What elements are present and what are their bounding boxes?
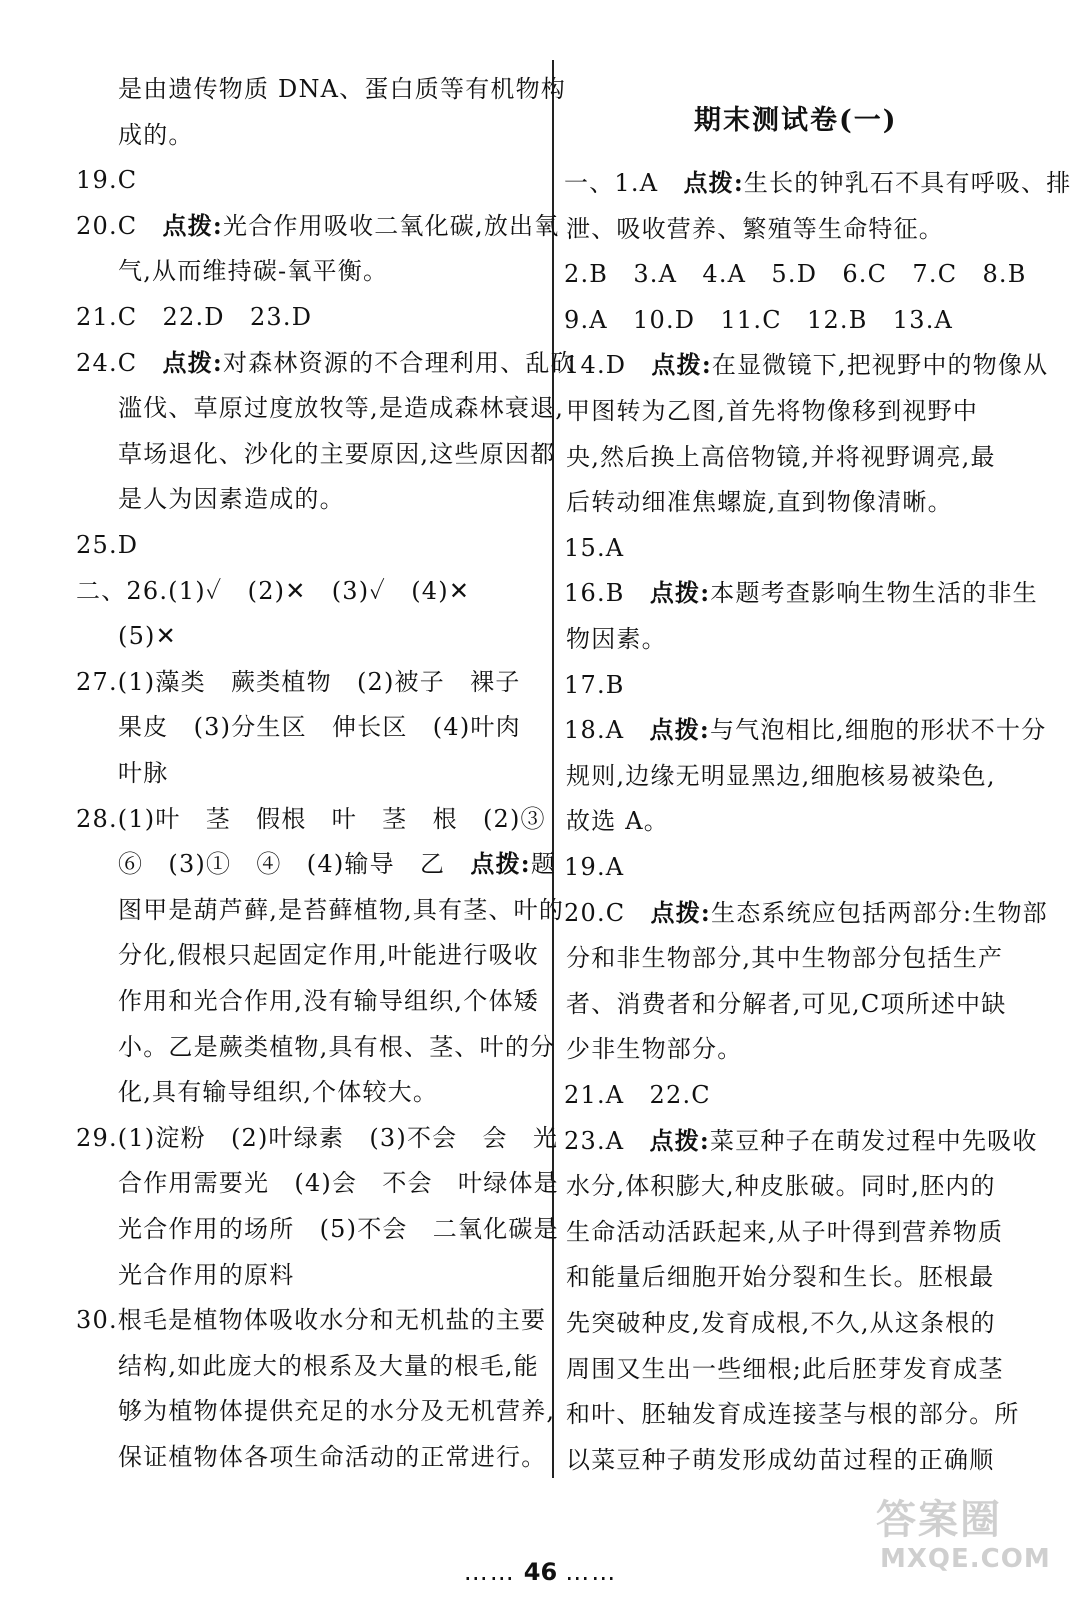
left-column-line: 光合作用的原料 xyxy=(118,1260,295,1289)
right-column-line: 和能量后细胞开始分裂和生长。胚根最 xyxy=(566,1263,995,1292)
right-column-line: 14.D 点拨:在显微镜下,把视野中的物像从 xyxy=(564,350,1049,380)
left-column-line: (5)✕ xyxy=(118,622,177,651)
left-column-line: 保证植物体各项生命活动的正常进行。 xyxy=(118,1443,547,1471)
hint-label: 点拨: xyxy=(470,849,531,879)
left-column-line: 图甲是葫芦藓,是苔藓植物,具有茎、叶的 xyxy=(118,895,565,924)
left-column-line: 是由遗传物质 DNA、蛋白质等有机物构 xyxy=(118,75,567,103)
right-column-line: 规则,边缘无明显黑边,细胞核易被染色, xyxy=(566,761,996,790)
left-column-line: 成的。 xyxy=(118,120,194,149)
right-column-line: 16.B 点拨:本题考查影响生物生活的非生 xyxy=(564,578,1038,608)
right-column-line: 少非生物部分。 xyxy=(566,1035,743,1064)
hint-label: 点拨: xyxy=(649,715,710,745)
footer-dots-right: …… xyxy=(565,1558,618,1586)
right-column-line: 生命活动活跃起来,从子叶得到营养物质 xyxy=(566,1217,1004,1246)
watermark-url: MXQE.COM xyxy=(880,1544,1051,1574)
left-column-line: 二、26.(1)✓ (2)✕ (3)✓ (4)✕ xyxy=(76,576,471,605)
left-column-line: 结构,如此庞大的根系及大量的根毛,能 xyxy=(118,1351,539,1380)
right-column-line: 18.A 点拨:与气泡相比,细胞的形状不十分 xyxy=(564,715,1047,745)
right-column-line: 物因素。 xyxy=(566,625,667,653)
left-column-line: 叶脉 xyxy=(118,759,169,787)
left-column-line: 27.(1)藻类 蕨类植物 (2)被子 裸子 xyxy=(76,667,521,696)
hint-label: 点拨: xyxy=(649,578,711,608)
right-column-line: 17.B xyxy=(564,670,625,699)
right-column-line: 分和非生物部分,其中生物部分包括生产 xyxy=(566,944,1004,973)
right-column-line: 9.A 10.D 11.C 12.B 13.A xyxy=(564,305,954,334)
left-column-line: 作用和光合作用,没有输导组织,个体矮 xyxy=(118,987,539,1015)
right-column-line: 一、1.A 点拨:生长的钟乳石不具有呼吸、排 xyxy=(564,168,1072,197)
left-column-line: 小。乙是蕨类植物,具有根、茎、叶的分 xyxy=(118,1032,556,1061)
left-column-line: 分化,假根只起固定作用,叶能进行吸收 xyxy=(118,941,539,970)
left-column-line: 草场退化、沙化的主要原因,这些原因都 xyxy=(118,439,556,468)
footer-dots-left: …… xyxy=(463,1558,516,1586)
left-column-line: 合作用需要光 (4)会 不会 叶绿体是 xyxy=(118,1169,559,1198)
left-column-line: 化,具有输导组织,个体较大。 xyxy=(118,1078,439,1107)
right-column-line: 央,然后换上高倍物镜,并将视野调亮,最 xyxy=(566,442,996,471)
column-divider xyxy=(552,60,554,1478)
left-column-line: 19.C xyxy=(76,166,138,195)
left-column-line: 滥伐、草原过度放牧等,是造成森林衰退, xyxy=(118,394,565,423)
right-column-line: 先突破种皮,发育成根,不久,从这条根的 xyxy=(566,1309,996,1337)
right-column-line: 以菜豆种子萌发形成幼苗过程的正确顺 xyxy=(566,1445,995,1474)
right-column-line: 2.B 3.A 4.A 5.D 6.C 7.C 8.B xyxy=(564,260,1027,289)
left-column-line: 光合作用的场所 (5)不会 二氧化碳是 xyxy=(118,1215,559,1243)
right-column-line: 甲图转为乙图,首先将物像移到视野中 xyxy=(566,397,979,425)
left-column-line: 够为植物体提供充足的水分及无机营养, xyxy=(118,1397,556,1426)
page-number: 46 xyxy=(523,1558,558,1586)
left-column-line: 29.(1)淀粉 (2)叶绿素 (3)不会 会 光 xyxy=(76,1123,559,1152)
hint-label: 点拨: xyxy=(651,350,712,380)
right-column-line: 周围又生出一些细根;此后胚芽发育成茎 xyxy=(566,1354,1004,1383)
left-column-line: 24.C 点拨:对森林资源的不合理利用、乱砍 xyxy=(76,347,576,377)
hint-label: 点拨: xyxy=(162,347,223,377)
right-column-line: 泄、吸收营养、繁殖等生命特征。 xyxy=(566,214,944,243)
left-column-line: 气,从而维持碳-氧平衡。 xyxy=(118,257,389,286)
right-column-line: 19.A xyxy=(564,853,625,881)
right-column-line: 21.A 22.C xyxy=(564,1081,711,1109)
watermark-text: 答案圈 xyxy=(876,1497,1002,1543)
right-column-line: 故选 A。 xyxy=(566,807,669,836)
left-column-line: ⑥ (3)① ④ (4)输导 乙 点拨:题 xyxy=(118,849,557,879)
right-column-line: 23.A 点拨:菜豆种子在萌发过程中先吸收 xyxy=(564,1125,1038,1155)
section-title: 期末测试卷(一) xyxy=(694,105,898,136)
hint-label: 点拨: xyxy=(650,897,711,927)
left-column-line: 21.C 22.D 23.D xyxy=(76,303,313,331)
hint-label: 点拨: xyxy=(649,1125,710,1155)
right-column-line: 后转动细准焦螺旋,直到物像清晰。 xyxy=(566,488,953,517)
left-column-line: 25.D xyxy=(76,531,139,559)
right-column-line: 者、消费者和分解者,可见,C项所述中缺 xyxy=(566,989,1007,1018)
hint-label: 点拨: xyxy=(683,168,744,197)
right-column-line: 水分,体积膨大,种皮胀破。同时,胚内的 xyxy=(566,1172,996,1201)
right-column-line: 15.A xyxy=(564,533,625,562)
left-column-line: 28.(1)叶 茎 假根 叶 茎 根 (2)③ xyxy=(76,804,546,833)
right-column-line: 20.C 点拨:生态系统应包括两部分:生物部 xyxy=(564,897,1048,927)
left-column-line: 果皮 (3)分生区 伸长区 (4)叶肉 xyxy=(118,713,521,742)
left-column-line: 30.根毛是植物体吸收水分和无机盐的主要 xyxy=(76,1306,547,1335)
left-column-line: 20.C 点拨:光合作用吸收二氧化碳,放出氧 xyxy=(76,210,560,240)
left-column-line: 是人为因素造成的。 xyxy=(118,485,345,514)
hint-label: 点拨: xyxy=(162,210,223,240)
watermark-logo xyxy=(870,1488,1051,1586)
right-column-line: 和叶、胚轴发育成连接茎与根的部分。所 xyxy=(566,1400,1020,1429)
